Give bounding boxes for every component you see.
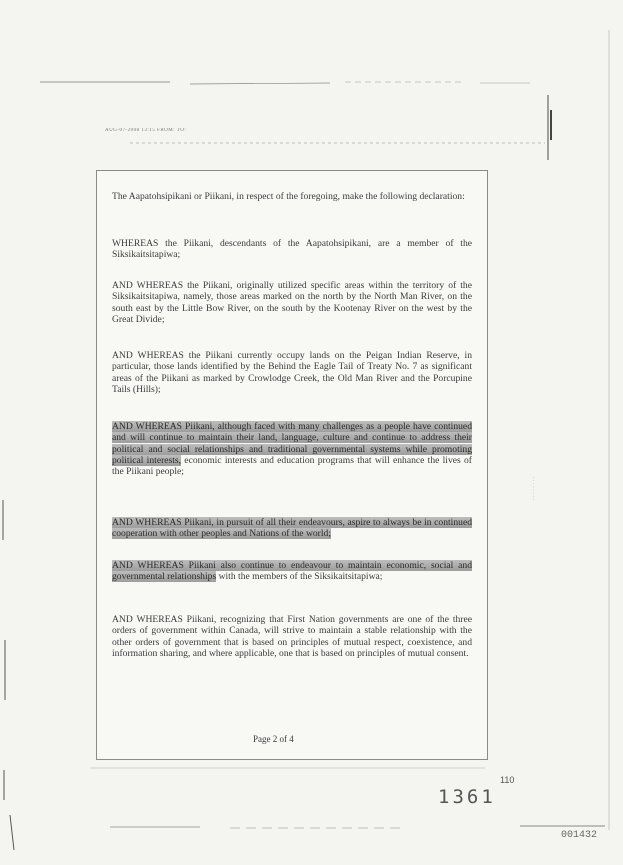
document-serial: 001432: [561, 830, 598, 841]
page-number-stamp: 110: [500, 775, 515, 785]
paragraph-whereas-4: [112, 421, 472, 478]
page-number-footer: Page 2 of 4: [253, 734, 294, 744]
paragraph-whereas-6: [112, 560, 472, 583]
handwritten-number: 1361: [438, 786, 496, 808]
highlighted-text: AND WHEREAS Piikani also continue to endeavour to maintain economic, social and governmental relationships: [112, 560, 472, 583]
paragraph-whereas-7: [112, 614, 472, 659]
paragraph-whereas-1: [112, 238, 472, 261]
paragraph-declaration-intro: [112, 191, 472, 202]
fax-header: AUG-07-2008 13:15 FROM: TO:: [105, 128, 187, 133]
text-segment: economic interests and education programs that will enhance the lives of the Piikani people;: [112, 454, 472, 478]
highlighted-text: AND WHEREAS Piikani, in pursuit of all their endeavours, aspire to always be in continued cooperation with other peoples and Nations of the world;: [112, 517, 472, 540]
text-segment: AND WHEREAS the Piikani, originally utilized specific areas within the territory of the Siksikaitsitapiwa, namely, those areas marked on the north by the North Man River, on the south east by the Little Bow River, on the south by the Kootenay River on the west by the Great Divide;: [112, 280, 472, 325]
paragraph-whereas-3: [112, 350, 472, 395]
text-segment: AND WHEREAS the Piikani currently occupy lands on the Peigan Indian Reserve, in particular, those lands identified by the Behind the Eagle Tail of Treaty No. 7 as significant areas of the Piikani as marked by Crowlodge Creek, the Old Man River and the Porcupine Tails (Hills);: [112, 350, 472, 395]
text-segment: The Aapatohsipikani or Piikani, in respect of the foregoing, make the following declaration:: [112, 191, 465, 202]
text-segment: WHEREAS the Piikani, descendants of the Aapatohsipikani, are a member of the Siksikaitsitapiwa;: [112, 238, 472, 261]
highlighted-text: AND WHEREAS Piikani, although faced with many challenges as a people have continued and will continue to maintain their land, language, culture and continue to address their political and social relationships and traditional governmental systems while promoting political interests,: [112, 421, 472, 466]
paragraph-whereas-5: [112, 517, 472, 540]
text-segment: AND WHEREAS Piikani, recognizing that First Nation governments are one of the three orders of government within Canada, will strive to maintain a stable relationship with the other orders of government that is based on principles of mutual respect, coexistence, and information sharing, and where applicable, one that is based on principles of mutual consent.: [112, 614, 472, 659]
margin-note: · · · · · · · ·: [531, 476, 537, 500]
paragraph-whereas-2: [112, 280, 472, 325]
text-segment: with the members of the Siksikaitsitapiwa;: [216, 571, 383, 583]
